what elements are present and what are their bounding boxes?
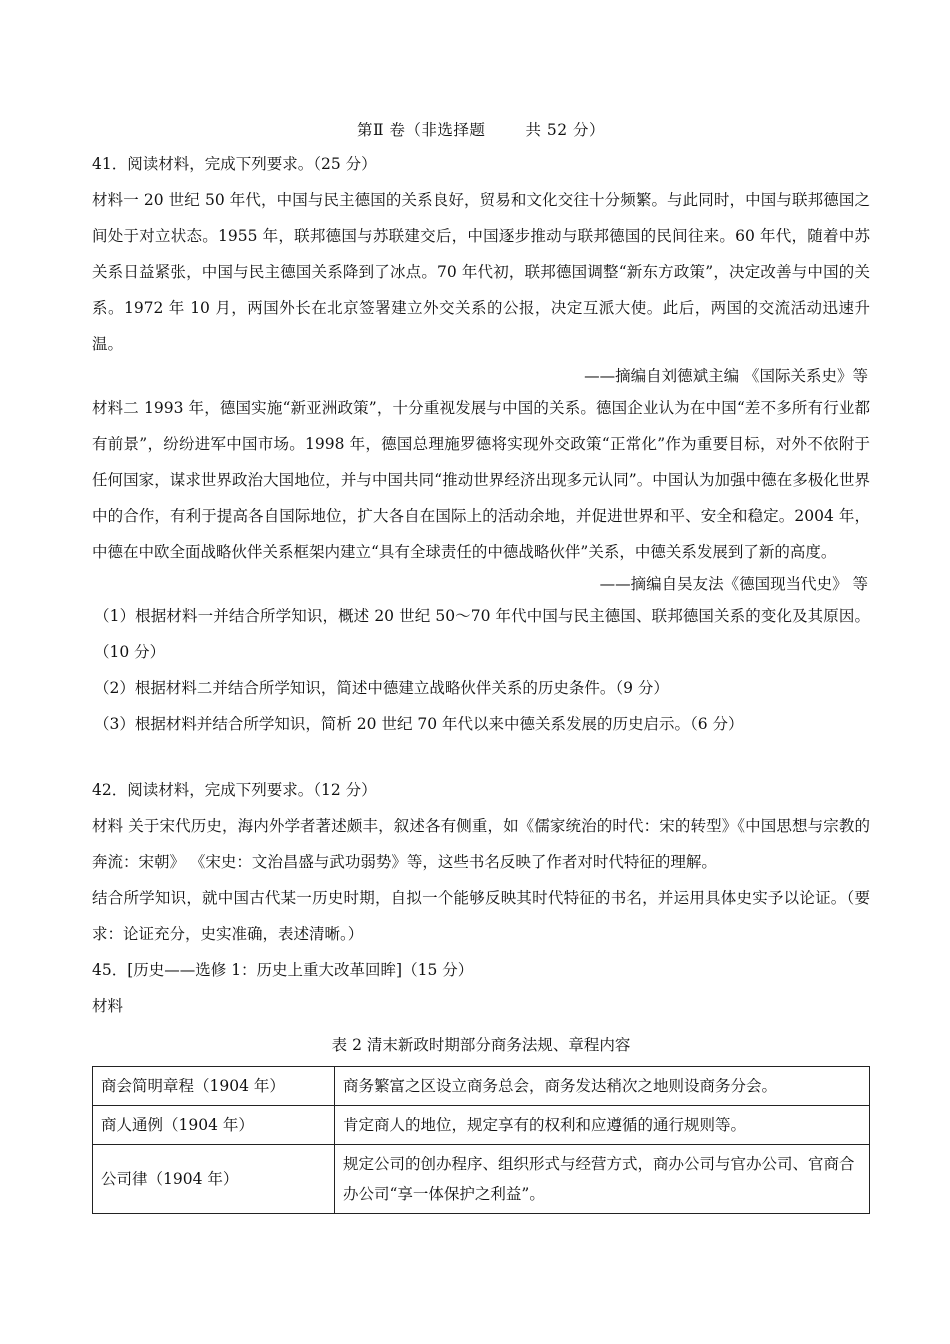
table-cell-content: 肯定商人的地位，规定享有的权利和应遵循的通行规则等。 — [335, 1106, 870, 1145]
table-cell-content: 商务繁富之区设立商务总会，商务发达稍次之地则设商务分会。 — [335, 1067, 870, 1106]
commerce-law-table — [92, 1066, 870, 1214]
section-title-part1: 第Ⅱ 卷（非选择题 — [356, 121, 486, 139]
q41-subquestion-1: （1）根据材料一并结合所学知识，概述 20 世纪 50～70 年代中国与民主德国、联邦德国关系的变化及其原因。（10 分） — [94, 607, 870, 661]
q42-material: 材料 关于宋代历史，海内外学者著述颇丰，叙述各有侧重，如《儒家统治的时代：宋的转型》《中国思想与宗教的奔流：宋朝》 《宋史：文治昌盛与武功弱势》等，这些书名反映了作者对时代特征的理解。 — [92, 817, 870, 871]
section-title — [92, 118, 870, 140]
q42-task: 结合所学知识，就中国古代某一历史时期，自拟一个能够反映其时代特征的书名，并运用具体史实予以论证。（要求：论证充分，史实准确，表述清晰。） — [92, 889, 870, 943]
table-cell-law: 商会简明章程（1904 年） — [93, 1067, 335, 1106]
section-title-part2: 共 52 分） — [525, 121, 606, 139]
table-row — [93, 1145, 870, 1214]
q41-source1: ——摘编自刘德斌主编 《国际关系史》等 — [584, 367, 868, 385]
table-cell-law: 商人通例（1904 年） — [93, 1106, 335, 1145]
q41-heading: 41．阅读材料，完成下列要求。（25 分） — [92, 155, 377, 173]
q41-subquestion-3: （3）根据材料并结合所学知识，简析 20 世纪 70 年代以来中德关系发展的历史启示。（6 分） — [94, 715, 744, 733]
table-cell-content: 规定公司的创办程序、组织形式与经营方式，商办公司与官办公司、官商合办公司“享一体保护之利益”。 — [335, 1145, 870, 1214]
q41-material2: 材料二 1993 年，德国实施“新亚洲政策”，十分重视发展与中国的关系。德国企业认为在中国“差不多所有行业都有前景”，纷纷进军中国市场。1998 年，德国总理施罗德将实现外交政策“正常化”作为重要目标，对外不依附于任何国家，谋求世界政治大国地位，并与中国共同“推动世界经济出现多元认同”。中国认为加强中德在多极化世界中的合作，有利于提高各自国际地位，扩大各自在国际上的活动余地，并促进世界和平、安全和稳定。2004 年，中德在中欧全面战略伙伴关系框架内建立“具有全球责任的中德战略伙伴”关系，中德关系发展到了新的高度。 — [92, 399, 870, 561]
q42-heading: 42．阅读材料，完成下列要求。（12 分） — [92, 781, 377, 799]
exam-page — [92, 118, 870, 1214]
q45-material-label: 材料 — [92, 997, 124, 1015]
table-row — [93, 1067, 870, 1106]
table-cell-law: 公司律（1904 年） — [93, 1145, 335, 1214]
q41-source2: ——摘编自吴友法《德国现当代史》 等 — [599, 575, 868, 593]
table-row — [93, 1106, 870, 1145]
q41-material1: 材料一 20 世纪 50 年代，中国与民主德国的关系良好，贸易和文化交往十分频繁。与此同时，中国与联邦德国之间处于对立状态。1955 年，联邦德国与苏联建交后，中国逐步推动与联邦德国的民间往来。60 年代，随着中苏关系日益紧张，中国与民主德国关系降到了冰点。70 年代初，联邦德国调整“新东方政策”，决定改善与中国的关系。1972 年 10 月，两国外长在北京签署建立外交关系的公报，决定互派大使。此后，两国的交流活动迅速升温。 — [92, 191, 870, 353]
q45-heading: 45．[历史——选修 1：历史上重大改革回眸]（15 分） — [92, 961, 474, 979]
table-caption: 表 2 清末新政时期部分商务法规、章程内容 — [331, 1036, 631, 1054]
q41-subquestion-2: （2）根据材料二并结合所学知识，简述中德建立战略伙伴关系的历史条件。（9 分） — [94, 679, 669, 697]
